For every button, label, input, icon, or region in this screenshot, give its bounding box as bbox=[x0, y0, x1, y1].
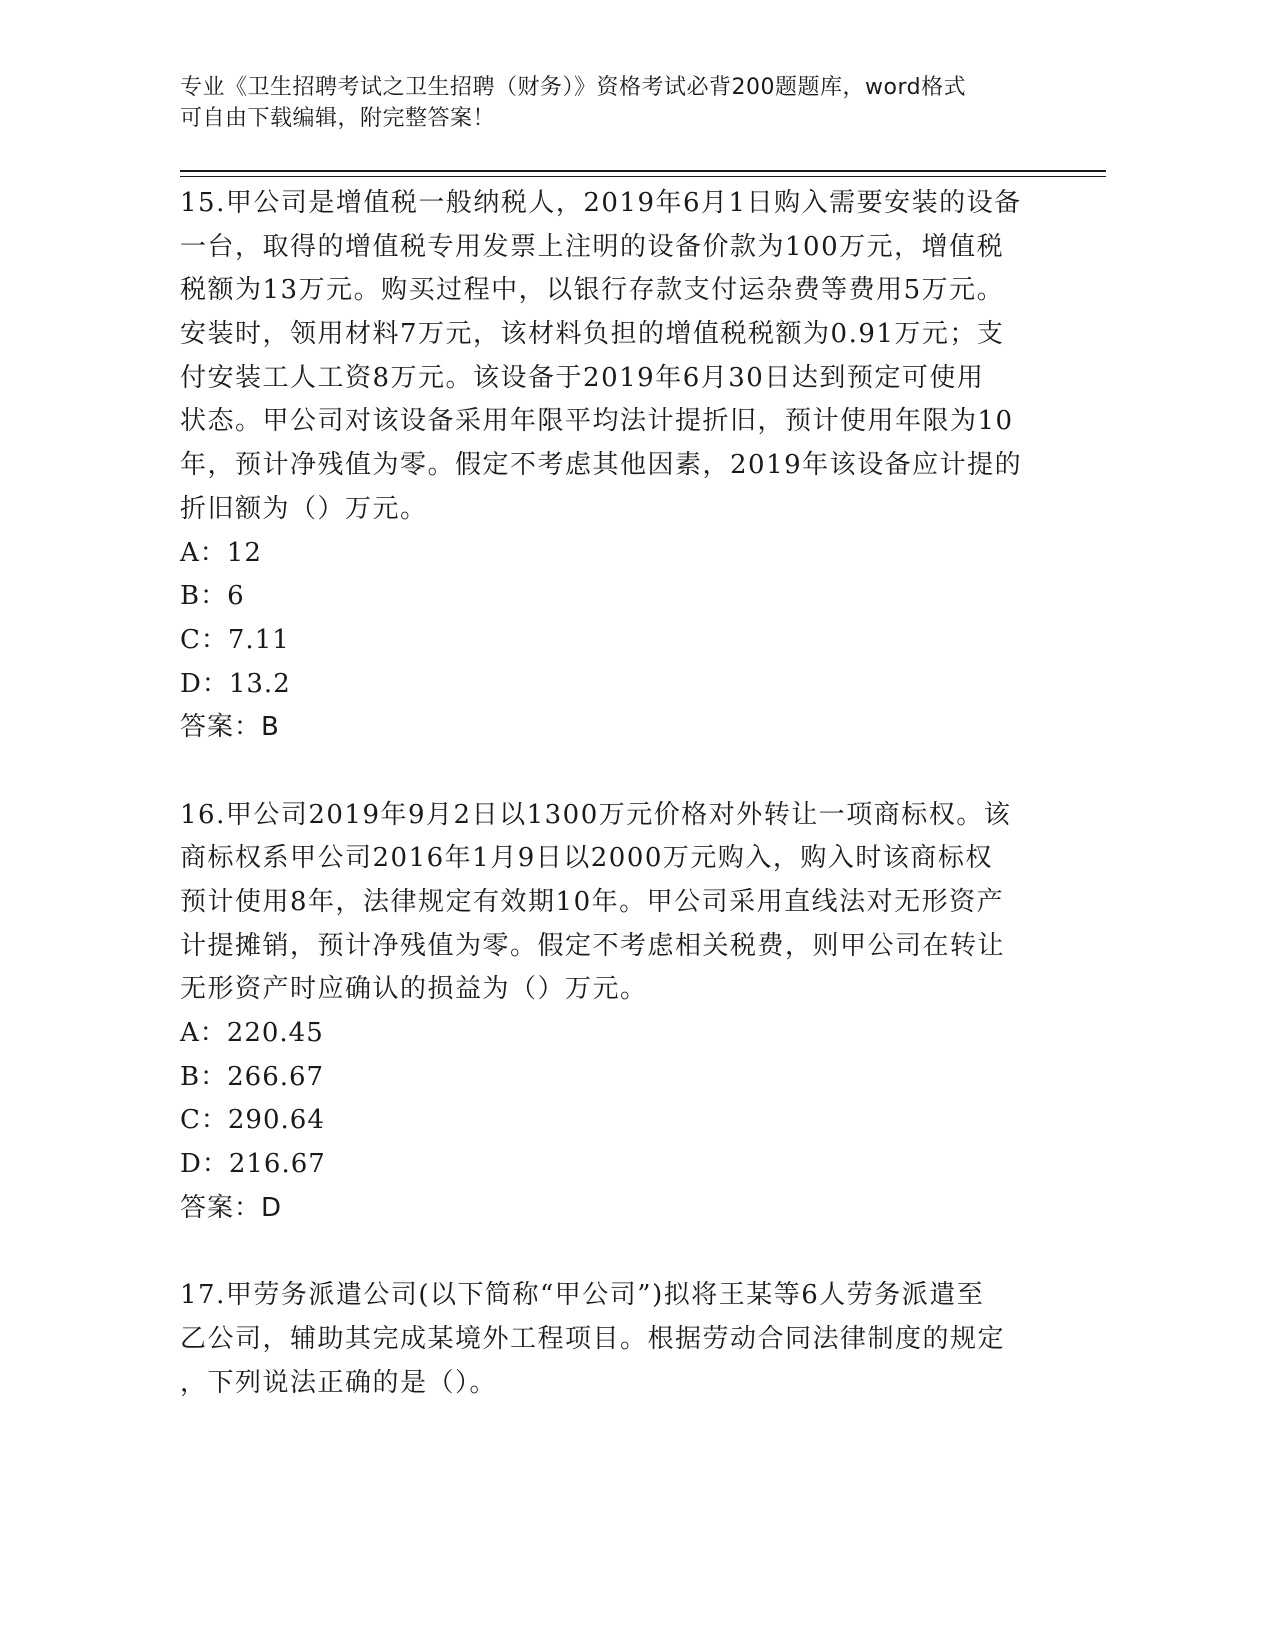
answer-label: 答案：B bbox=[180, 712, 280, 743]
option-b: B：266.67 bbox=[180, 1061, 325, 1092]
question-text-line: 乙公司，辅助其完成某境外工程项目。根据劳动合同法律制度的规定 bbox=[180, 1323, 1006, 1354]
question-text-line: 16.甲公司2019年9月2日以1300万元价格对外转让一项商标权。该 bbox=[180, 799, 1012, 830]
question-text-line: 税额为13万元。购买过程中，以银行存款支付运杂费等费用5万元。 bbox=[180, 275, 1005, 306]
header-divider-thin bbox=[180, 176, 1106, 177]
question-16 bbox=[180, 794, 1080, 1231]
option-d: D：216.67 bbox=[180, 1149, 326, 1180]
question-text-line: 17.甲劳务派遣公司(以下简称“甲公司”)拟将王某等6人劳务派遣至 bbox=[180, 1280, 985, 1311]
option-c: C：290.64 bbox=[180, 1105, 325, 1136]
question-text-line: 折旧额为（）万元。 bbox=[180, 493, 428, 524]
option-a: A：220.45 bbox=[180, 1018, 324, 1049]
question-text-line: 15.甲公司是增值税一般纳税人，2019年6月1日购入需要安装的设备 bbox=[180, 188, 1022, 218]
question-text-line: 预计使用8年，法律规定有效期10年。甲公司采用直线法对无形资产 bbox=[180, 887, 1005, 917]
question-text-line: 一台，取得的增值税专用发票上注明的设备价款为100万元，增值税 bbox=[180, 231, 1005, 262]
spacer bbox=[180, 750, 1080, 794]
answer-label: 答案：D bbox=[180, 1192, 283, 1223]
question-text-line: 安装时，领用材料7万元，该材料负担的增值税税额为0.91万元；支 bbox=[180, 319, 1005, 350]
header-line: 专业《卫生招聘考试之卫生招聘（财务）》资格考试必背200题题库，word格式 bbox=[180, 75, 967, 100]
question-text-line: 付安装工人工资8万元。该设备于2019年6月30日达到预定可使用 bbox=[180, 362, 985, 393]
question-text-line: 状态。甲公司对该设备采用年限平均法计提折旧，预计使用年限为10 bbox=[180, 406, 1014, 437]
question-list bbox=[180, 182, 1080, 1405]
header-line: 可自由下载编辑，附完整答案！ bbox=[180, 106, 496, 131]
question-15 bbox=[180, 182, 1080, 750]
question-text-line: 计提摊销，预计净残值为零。假定不考虑相关税费，则甲公司在转让 bbox=[180, 930, 1006, 961]
question-text-line: ，下列说法正确的是（）。 bbox=[180, 1367, 498, 1398]
question-text-line: 无形资产时应确认的损益为（）万元。 bbox=[180, 974, 648, 1005]
document-header bbox=[180, 72, 1060, 134]
spacer bbox=[180, 1231, 1080, 1275]
question-17 bbox=[180, 1274, 1080, 1405]
header-divider-thick bbox=[180, 170, 1106, 172]
question-text-line: 商标权系甲公司2016年1月9日以2000万元购入，购入时该商标权 bbox=[180, 843, 993, 874]
option-c: C：7.11 bbox=[180, 624, 290, 655]
option-b: B：6 bbox=[180, 581, 245, 612]
question-text-line: 年，预计净残值为零。假定不考虑其他因素，2019年该设备应计提的 bbox=[180, 450, 1023, 481]
option-d: D：13.2 bbox=[180, 668, 291, 699]
option-a: A：12 bbox=[180, 537, 262, 568]
